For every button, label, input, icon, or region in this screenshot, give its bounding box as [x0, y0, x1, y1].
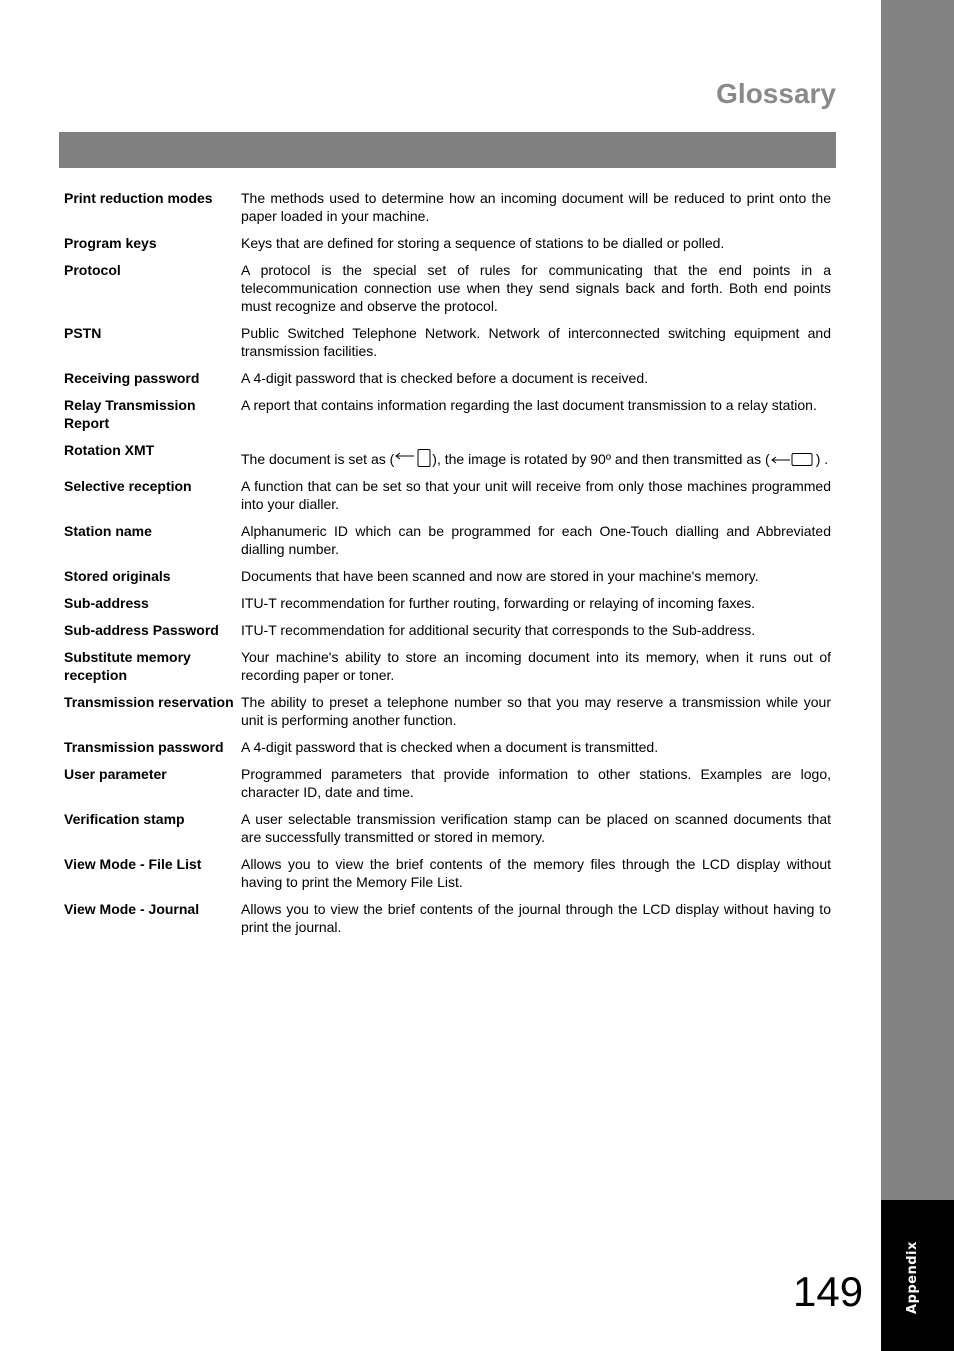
glossary-entry [64, 810, 831, 846]
glossary-definition: Your machine's ability to store an incoming document into its memory, when it runs out of recording paper or toner. [241, 649, 831, 683]
glossary-entry [64, 477, 831, 513]
glossary-entry [64, 855, 831, 891]
glossary-term: Station name [64, 523, 152, 539]
glossary-term: Substitute memory reception [64, 649, 191, 683]
glossary-definition: ITU-T recommendation for additional security that corresponds to the Sub-address. [241, 622, 756, 638]
glossary-term: Protocol [64, 262, 121, 278]
glossary-term: Receiving password [64, 370, 200, 386]
glossary-definition: Programmed parameters that provide information to other stations. Examples are logo, character ID, date and time. [241, 766, 831, 800]
glossary-entry [64, 396, 831, 432]
landscape-document-icon [770, 448, 816, 468]
definition-text: The document is set as ( [241, 451, 395, 467]
side-tab-bar [881, 0, 954, 1200]
header-bar [59, 132, 836, 168]
glossary-term: Sub-address [64, 595, 149, 611]
glossary-definition: A report that contains information regarding the last document transmission to a relay station. [241, 397, 817, 413]
page-title: Glossary [716, 78, 836, 109]
glossary-entry [64, 369, 831, 387]
glossary-definition [241, 441, 831, 468]
glossary-definition: A protocol is the special set of rules for communicating that the end points in a telecommunication connection use when they send signals back and forth. Both end points must recognize and observe the protocol. [241, 262, 831, 314]
glossary-term: Selective reception [64, 478, 192, 494]
page-number: 149 [793, 1268, 864, 1315]
glossary-definition: ITU-T recommendation for further routing, forwarding or relaying of incoming faxes. [241, 595, 756, 611]
glossary-definition: A 4-digit password that is checked when a document is transmitted. [241, 739, 659, 755]
glossary-entry [64, 621, 831, 639]
glossary-term: Transmission password [64, 739, 224, 755]
section-label: Appendix [905, 1241, 920, 1314]
glossary-term: Sub-address Password [64, 622, 219, 638]
glossary-definition: Allows you to view the brief contents of the memory files through the LCD display without having to print the Memory File List. [241, 856, 831, 890]
glossary-entry [64, 900, 831, 936]
glossary-entry [64, 522, 831, 558]
glossary-term: View Mode - File List [64, 856, 202, 872]
glossary-term: User parameter [64, 766, 167, 782]
glossary-term: View Mode - Journal [64, 901, 200, 917]
glossary-definition: A user selectable transmission verification stamp can be placed on scanned documents that are successfully transmitted or stored in memory. [241, 811, 831, 845]
glossary-term: Relay Transmission Report [64, 397, 196, 431]
glossary-entry [64, 441, 831, 468]
glossary-definition: Documents that have been scanned and now are stored in your machine's memory. [241, 568, 759, 584]
glossary-definition: Public Switched Telephone Network. Network of interconnected switching equipment and transmission facilities. [241, 325, 831, 359]
glossary-term: Verification stamp [64, 811, 185, 827]
glossary-list [64, 189, 831, 945]
glossary-definition: The ability to preset a telephone number so that you may reserve a transmission while your unit is performing another function. [241, 694, 831, 728]
glossary-entry [64, 765, 831, 801]
glossary-entry [64, 594, 831, 612]
glossary-entry [64, 738, 831, 756]
glossary-entry [64, 261, 831, 315]
glossary-definition: Alphanumeric ID which can be programmed for each One-Touch dialling and Abbreviated dialling number. [241, 523, 831, 557]
glossary-definition: Keys that are defined for storing a sequence of stations to be dialled or polled. [241, 235, 725, 251]
glossary-term: Stored originals [64, 568, 171, 584]
glossary-term: PSTN [64, 325, 102, 341]
portrait-document-icon [394, 448, 432, 468]
glossary-entry [64, 693, 831, 729]
definition-text: ), the image is rotated by 90º and then transmitted as ( [432, 451, 770, 467]
glossary-entry [64, 567, 831, 585]
glossary-term: Rotation XMT [64, 442, 155, 458]
glossary-entry [64, 234, 831, 252]
glossary-term: Transmission reservation [64, 694, 234, 710]
glossary-term: Print reduction modes [64, 190, 213, 206]
glossary-definition: A function that can be set so that your unit will receive from only those machines programmed into your dialler. [241, 478, 831, 512]
glossary-entry [64, 324, 831, 360]
glossary-definition: The methods used to determine how an incoming document will be reduced to print onto the paper loaded in your machine. [241, 190, 831, 224]
glossary-entry [64, 648, 831, 684]
glossary-definition: A 4-digit password that is checked before a document is received. [241, 370, 648, 386]
glossary-definition: Allows you to view the brief contents of the journal through the LCD display without having to print the journal. [241, 901, 831, 935]
definition-text: ) . [815, 451, 829, 467]
glossary-entry [64, 189, 831, 225]
glossary-term: Program keys [64, 235, 157, 251]
